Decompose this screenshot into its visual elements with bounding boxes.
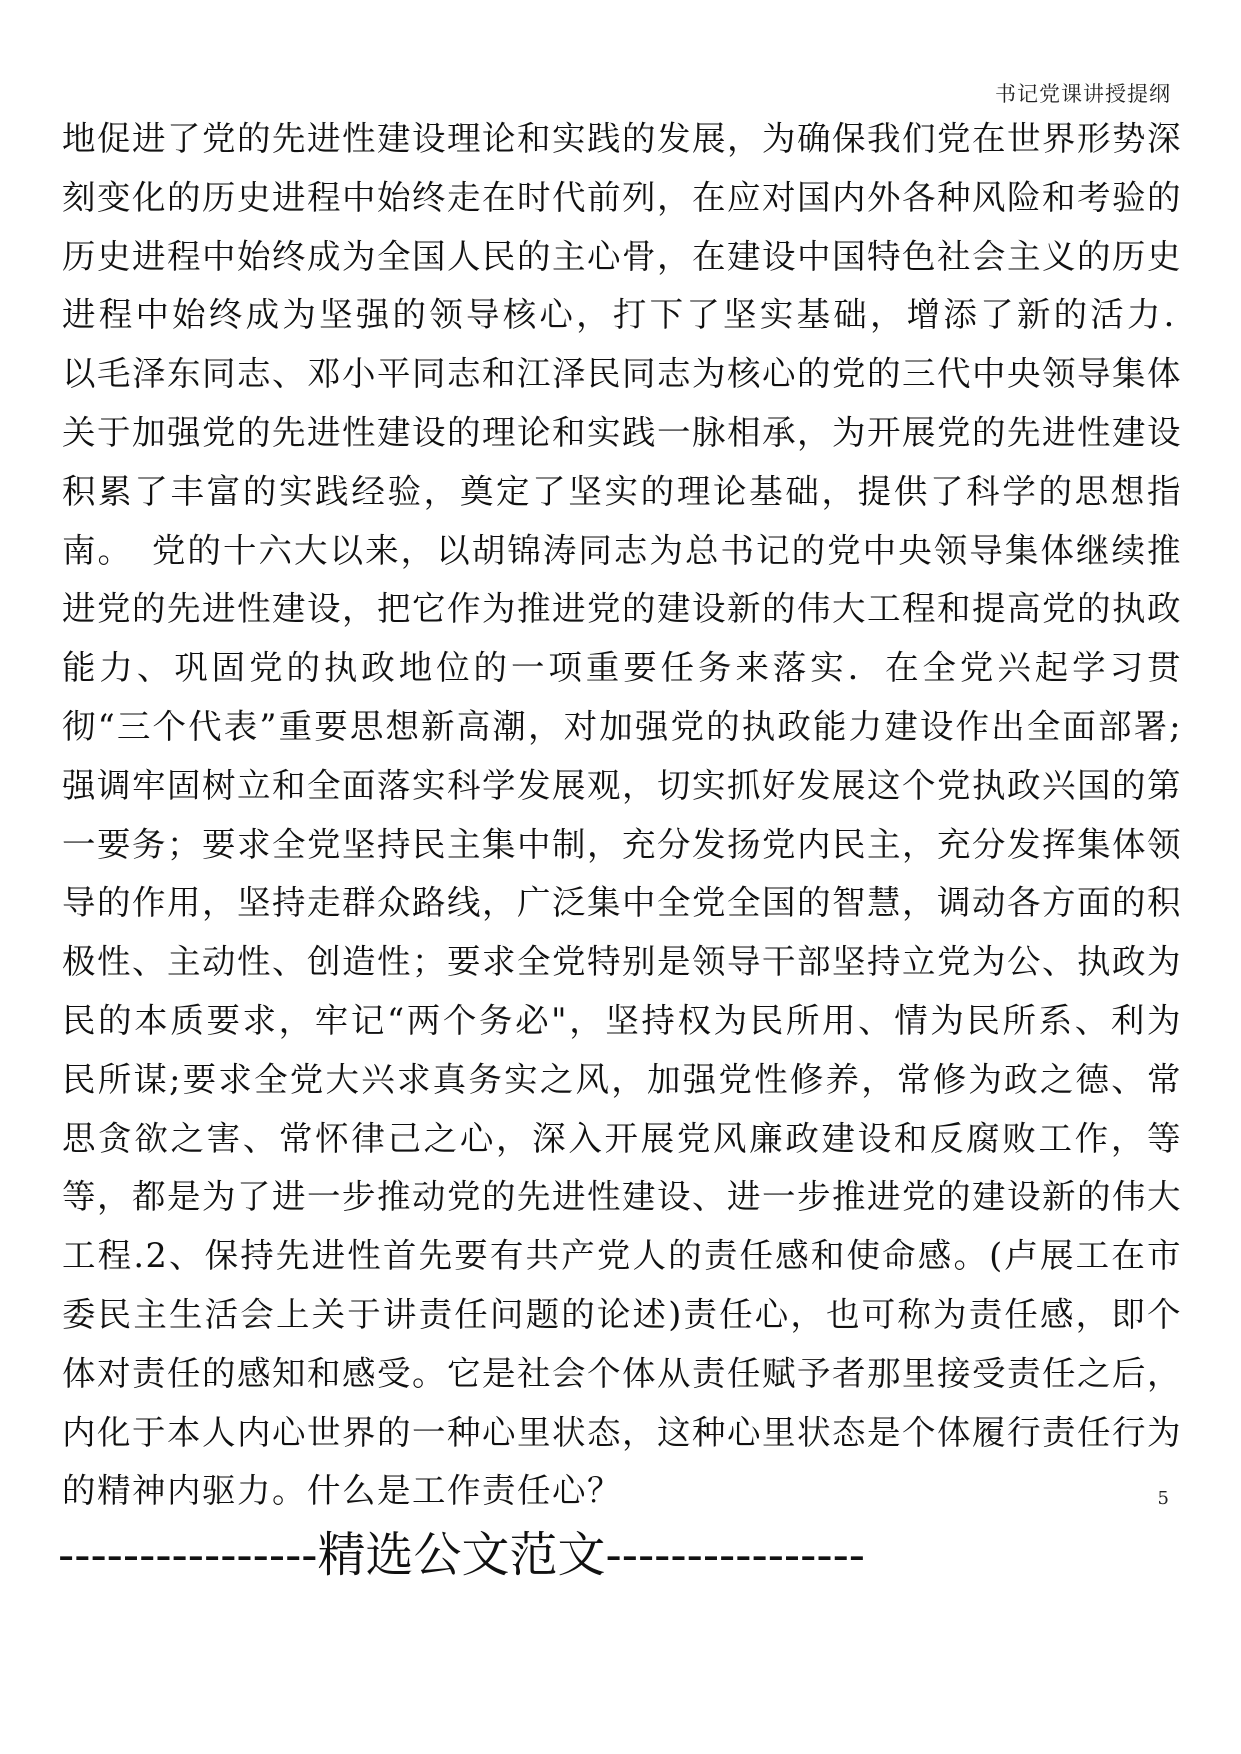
page-header-title: 书记党课讲授提纲 bbox=[995, 82, 1171, 106]
page-footer-banner: ----------------精选公文范文---------------- bbox=[58, 1527, 866, 1583]
body-paragraph: 地促进了党的先进性建设理论和实践的发展，为确保我们党在世界形势深刻变化的历史进程中始终走在时代前列，在应对国内外各种风险和考验的历史进程中始终成为全国人民的主心骨，在建设中国特色社会主义的历史进程中始终成为坚强的领导核心，打下了坚实基础，增添了新的活力． 以毛泽东同志、邓小平同志和江泽民同志为核心的党的三代中央领导集体关于加强党的先进性建设的理论和实践一脉相承，为开展党的先进性建设积累了丰富的实践经验，奠定了坚实的理论基础，提供了科学的思想指南。 党的十六大以来，以胡锦涛同志为总书记的党中央领导集体继续推进党的先进性建设，把它作为推进党的建设新的伟大工程和提高党的执政能力、巩固党的执政地位的一项重要任务来落实．在全党兴起学习贯彻“三个代表”重要思想新高潮，对加强党的执政能力建设作出全面部署;强调牢固树立和全面落实科学发展观，切实抓好发展这个党执政兴国的第一要务；要求全党坚持民主集中制，充分发扬党内民主，充分发挥集体领导的作用，坚持走群众路线，广泛集中全党全国的智慧，调动各方面的积极性、主动性、创造性；要求全党特别是领导干部坚持立党为公、执政为民的本质要求，牢记“两个务必"，坚持权为民所用、情为民所系、利为民所谋;要求全党大兴求真务实之风，加强党性修养，常修为政之德、常思贪欲之害、常怀律己之心，深入开展党风廉政建设和反腐败工作，等等，都是为了进一步推动党的先进性建设、进一步推进党的建设新的伟大工程.2、保持先进性首先要有共产党人的责任感和使命感。(卢展工在市委民主生活会上关于讲责任问题的论述)责任心，也可称为责任感，即个体对责任的感知和感受。它是社会个体从责任赋予者那里接受责任之后，内化于本人内心世界的一种心里状态，这种心里状态是个体履行责任行为的精神内驱力。什么是工作责任心？ bbox=[62, 119, 1217, 1511]
page-number: 5 bbox=[1157, 1488, 1169, 1509]
